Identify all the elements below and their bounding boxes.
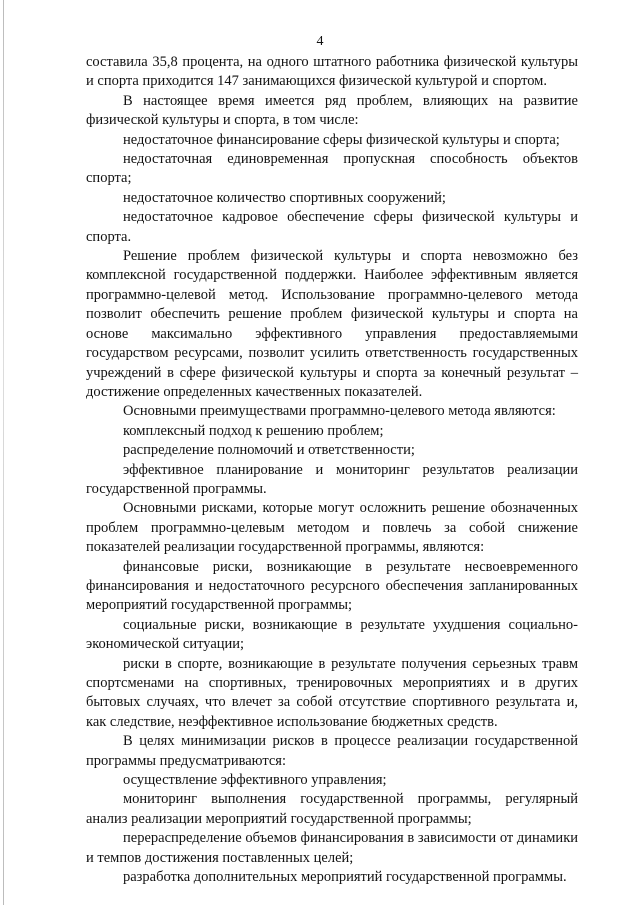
paragraph: Основными рисками, которые могут осложнить решение обозначенных проблем программно-целевым методом и повлечь за собой снижение показателей реализации государственной программы, являются: [86,500,578,556]
list-item: недостаточное финансирование сферы физической культуры и спорта; [123,131,560,148]
list-item: осуществление эффективного управления; [123,772,387,789]
list-item: разработка дополнительных мероприятий государственной программы. [123,869,567,886]
list-item: перераспределение объемов финансирования в зависимости от динамики и темпов достижения поставленных целей; [86,830,578,866]
paragraph: составила 35,8 процента, на одного штатного работника физической культуры и спорта приходится 147 занимающихся физической культурой и спортом. [86,54,578,90]
page-number: 4 [316,34,324,49]
paragraph: Решение проблем физической культуры и спорта невозможно без комплексной государственной поддержки. Наиболее эффективным является программно-целевой метод. Использование программно-целевого метода позволит обеспечить решение проблем физической культуры и спорта на основе максимально эффективного управления предоставляемыми государством ресурсами, позволит усилить ответственность государственных учреждений в сфере физической культуры и спорта за конечный результат – достижение определенных качественных показателей. [86,248,578,400]
list-item: недостаточная единовременная пропускная способность объектов спорта; [86,151,578,187]
paragraph: Основными преимуществами программно-целевого метода являются: [123,403,556,420]
list-item: социальные риски, возникающие в результате ухудшения социально-экономической ситуации; [86,616,578,653]
scan-edge [3,0,4,905]
list-item: мониторинг выполнения государственной программы, регулярный анализ реализации мероприятий государственной программы; [86,791,578,827]
paragraph: В настоящее время имеется ряд проблем, влияющих на развитие физической культуры и спорта, в том числе: [86,92,578,129]
list-item: риски в спорте, возникающие в результате получения серьезных травм спортсменами на спортивных, тренировочных мероприятиях и в других бытовых случаях, что влечет за собой отсутствие спортивного результата и, как следствие, неэффективное использование бюджетных средств. [86,655,578,730]
document-body [86,53,578,887]
list-item: эффективное планирование и мониторинг результатов реализации государственной программы. [86,461,578,497]
list-item: недостаточное количество спортивных сооружений; [123,189,446,206]
list-item: недостаточное кадровое обеспечение сферы физической культуры и спорта. [86,209,578,245]
list-item: распределение полномочий и ответственности; [123,442,415,459]
list-item: комплексный подход к решению проблем; [123,422,384,439]
list-item: финансовые риски, возникающие в результате несвоевременного финансирования и недостаточного ресурсного обеспечения запланированных мероприятий государственной программы; [86,558,578,614]
paragraph: В целях минимизации рисков в процессе реализации государственной программы предусматриваются: [86,733,578,769]
